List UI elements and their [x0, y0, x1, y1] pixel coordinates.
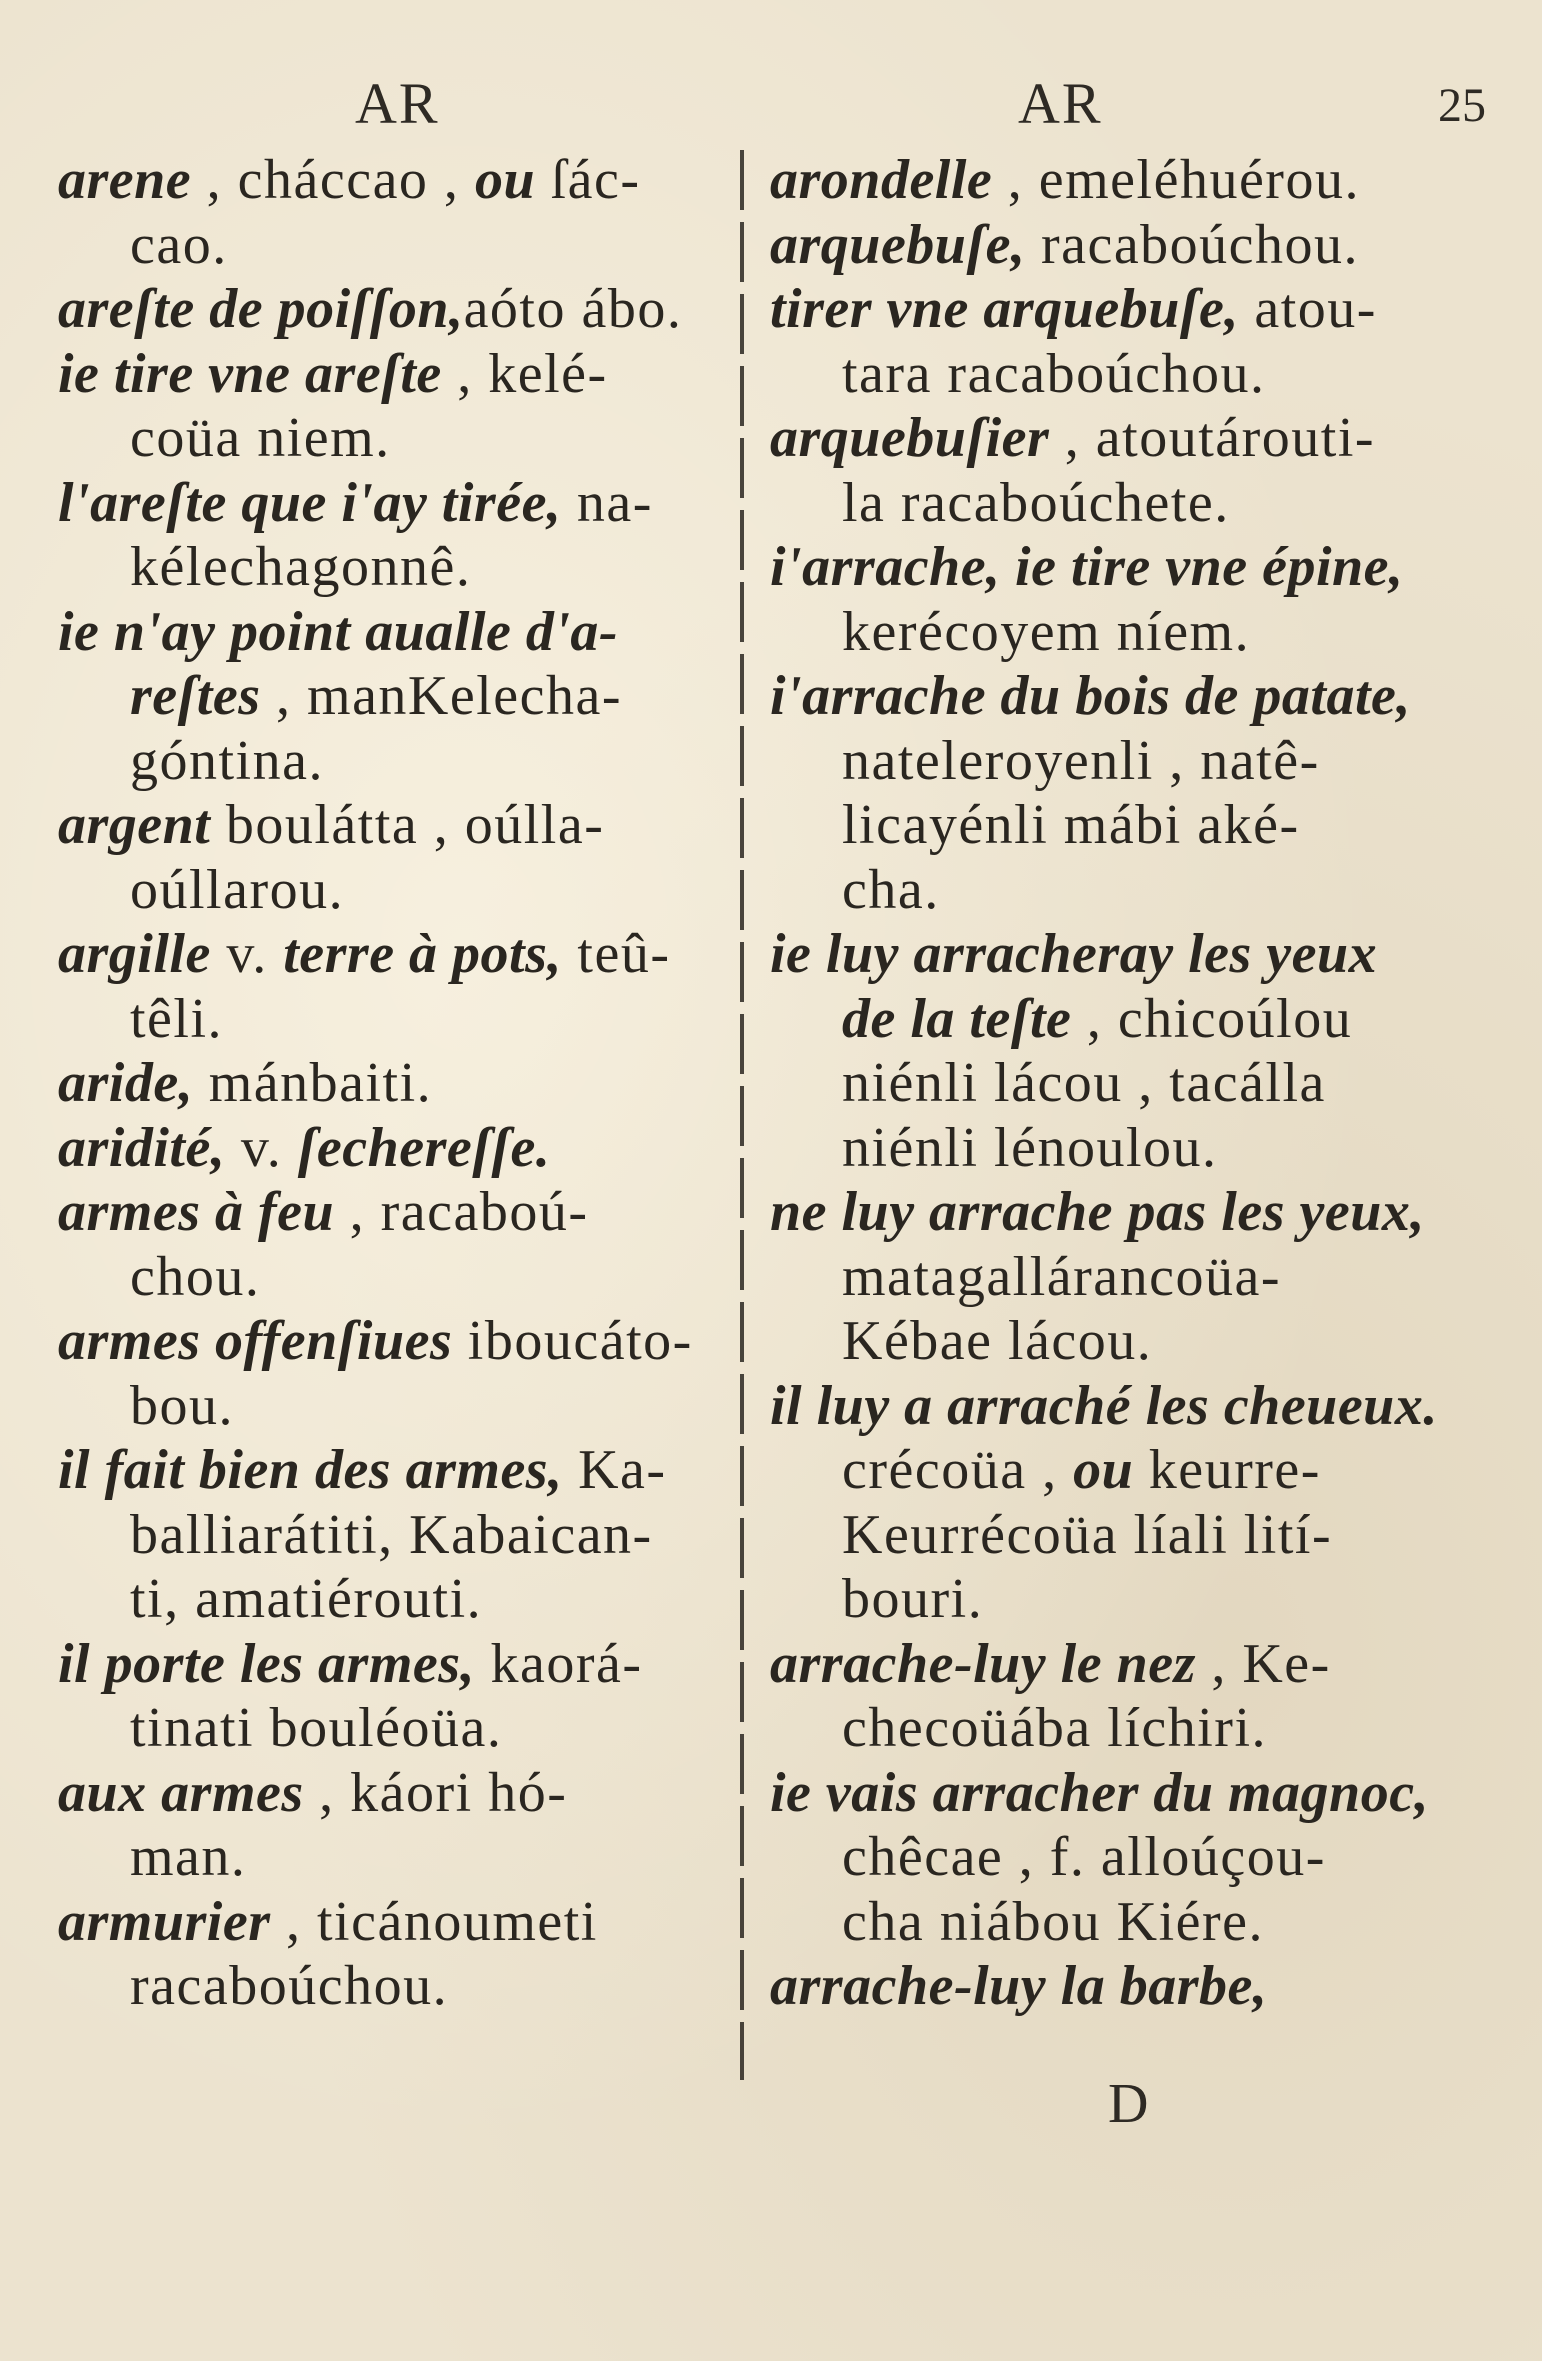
carib-term: niénli lénoulou. — [842, 1116, 1218, 1179]
carib-term: licayénli mábi aké- — [842, 794, 1300, 856]
dictionary-line — [770, 1051, 1510, 1116]
carib-term: mánbaiti. — [193, 1052, 433, 1114]
carib-term: kaorá- — [475, 1632, 643, 1695]
carib-term: , káori hó- — [303, 1761, 568, 1824]
carib-term: chêcae , f. alloúçou- — [842, 1826, 1326, 1888]
french-term: l'areſte que i'ay tirée, — [58, 471, 562, 534]
carib-term: tara racaboúchou. — [842, 342, 1266, 405]
dictionary-line — [770, 1116, 1510, 1181]
carib-term: teû- — [561, 923, 671, 985]
dictionary-line — [58, 1890, 728, 1955]
dictionary-line — [770, 1632, 1510, 1697]
carib-term: , kelé- — [441, 342, 608, 405]
carib-term: Ka- — [562, 1439, 667, 1501]
dictionary-line — [58, 1503, 728, 1568]
dictionary-line — [770, 1245, 1510, 1310]
dictionary-line — [770, 858, 1510, 923]
dictionary-line — [58, 277, 728, 342]
carib-term: , atoutárouti- — [1049, 407, 1376, 469]
carib-term: coüa niem. — [130, 407, 391, 469]
carib-term: na- — [561, 471, 653, 534]
dictionary-line — [58, 664, 728, 729]
dictionary-line — [58, 1309, 728, 1374]
carib-term: crécoüa , — [842, 1439, 1074, 1501]
carib-term: keurre- — [1133, 1439, 1321, 1501]
carib-term: boulátta , oúlla- — [210, 794, 605, 856]
carib-term: racaboúchou. — [1025, 213, 1360, 276]
dictionary-line — [58, 148, 728, 213]
french-term: arrache-luy le nez — [770, 1632, 1196, 1695]
french-term: ie n'ay point aualle d'a- — [58, 600, 619, 663]
carib-term: , ticánoumeti — [270, 1890, 598, 1953]
dictionary-line — [770, 1825, 1510, 1890]
dictionary-line — [58, 1825, 728, 1890]
french-term: ou — [474, 149, 536, 211]
dictionary-line — [58, 406, 728, 471]
dictionary-line — [770, 987, 1510, 1052]
french-term: arondelle — [770, 149, 993, 211]
french-term: argille — [58, 923, 211, 985]
carib-term: tinati bouléoüa. — [130, 1697, 503, 1759]
dictionary-line — [770, 148, 1510, 213]
french-term: armurier — [58, 1890, 271, 1953]
dictionary-line — [58, 1374, 728, 1439]
dictionary-line — [58, 1180, 728, 1245]
french-term: i'arrache du bois de patate, — [770, 665, 1411, 727]
carib-term: aóto ábo. — [463, 278, 683, 340]
carib-term: ti, amatiérouti. — [130, 1568, 483, 1630]
carib-term: , racaboú- — [334, 1181, 589, 1243]
running-header-left: AR — [355, 71, 440, 136]
carib-term: , cháccao , — [191, 149, 475, 211]
carib-term: bouri. — [842, 1568, 984, 1630]
french-term: arquebuſe, — [770, 213, 1026, 276]
dictionary-line — [58, 1051, 728, 1116]
french-term: terre à pots, — [283, 923, 562, 985]
left-column — [58, 148, 728, 2019]
page-number: 25 — [1438, 79, 1486, 132]
dictionary-line — [770, 1503, 1510, 1568]
dictionary-line — [770, 342, 1510, 407]
dictionary-line — [770, 793, 1510, 858]
french-term: tirer vne arquebuſe, — [770, 278, 1239, 340]
french-term: ie vais arracher du magnoc, — [770, 1761, 1430, 1824]
french-term: armes à feu — [58, 1181, 335, 1243]
dictionary-line — [58, 1632, 728, 1697]
french-term: areſte de poiſſon, — [58, 278, 464, 340]
french-term: ie tire vne areſte — [58, 342, 442, 405]
dictionary-line — [770, 600, 1510, 665]
dictionary-line — [58, 471, 728, 536]
dictionary-line — [770, 1438, 1510, 1503]
carib-term: Kébae lácou. — [842, 1310, 1153, 1372]
dictionary-line — [58, 1954, 728, 2019]
french-term: arrache-luy la barbe, — [770, 1955, 1268, 2017]
signature-mark: D — [1108, 2073, 1149, 2135]
dictionary-line — [770, 1567, 1510, 1632]
carib-term: checoüába líchiri. — [842, 1697, 1268, 1759]
french-term: ou — [1073, 1439, 1134, 1501]
carib-term: v. — [225, 1116, 298, 1179]
dictionary-line — [770, 1309, 1510, 1374]
french-term: de la teſte — [842, 987, 1072, 1050]
carib-term: la racaboúchete. — [842, 471, 1230, 534]
dictionary-line — [58, 1438, 728, 1503]
french-term: aride, — [58, 1052, 194, 1114]
dictionary-line — [58, 1567, 728, 1632]
carib-term: kélechagonnê. — [130, 536, 472, 598]
dictionary-line — [58, 1761, 728, 1826]
dictionary-line — [770, 1180, 1510, 1245]
carib-term: nateleroyenli , natê- — [842, 729, 1320, 792]
carib-term: têli. — [130, 987, 224, 1050]
dictionary-line — [770, 213, 1510, 278]
carib-term: cao. — [130, 213, 228, 276]
dictionary-line — [770, 1954, 1510, 2019]
carib-term: bou. — [130, 1374, 234, 1437]
french-term: aridité, — [58, 1116, 226, 1179]
carib-term: Keurrécoüa líali lití- — [842, 1503, 1333, 1566]
dictionary-line — [770, 1761, 1510, 1826]
carib-term: cha niábou Kiére. — [842, 1890, 1264, 1953]
carib-term: kerécoyem níem. — [842, 600, 1251, 663]
carib-term: niénli lácou , tacálla — [842, 1052, 1326, 1114]
carib-term: góntina. — [130, 729, 324, 792]
dictionary-line — [58, 535, 728, 600]
carib-term: iboucáto- — [452, 1310, 693, 1372]
dictionary-line — [770, 664, 1510, 729]
french-term: argent — [58, 794, 211, 856]
carib-term: matagallárancoüa- — [842, 1245, 1282, 1308]
carib-term: , chicoúlou — [1071, 987, 1353, 1050]
dictionary-line — [58, 987, 728, 1052]
carib-term: racaboúchou. — [130, 1955, 449, 2017]
dictionary-line — [770, 277, 1510, 342]
french-term: reſtes — [130, 665, 261, 727]
dictionary-line — [58, 600, 728, 665]
french-term: il porte les armes, — [58, 1632, 476, 1695]
carib-term: , emeléhuérou. — [992, 149, 1360, 211]
dictionary-line — [770, 729, 1510, 794]
carib-term: , manKelecha- — [260, 665, 622, 727]
carib-term: balliarátiti, Kabaican- — [130, 1503, 653, 1566]
carib-term: chou. — [130, 1245, 261, 1308]
dictionary-line — [58, 858, 728, 923]
dictionary-line — [770, 471, 1510, 536]
dictionary-line — [58, 793, 728, 858]
dictionary-line — [770, 922, 1510, 987]
french-term: arquebuſier — [770, 407, 1050, 469]
french-term: il luy a arraché les cheueux. — [770, 1374, 1438, 1437]
carib-term: atou- — [1238, 278, 1377, 340]
dictionary-line — [770, 1696, 1510, 1761]
running-header-right: AR — [1018, 71, 1103, 136]
dictionary-line — [58, 342, 728, 407]
dictionary-line — [770, 406, 1510, 471]
dictionary-line — [58, 213, 728, 278]
dictionary-line — [58, 922, 728, 987]
dictionary-line — [58, 1245, 728, 1310]
column-divider — [740, 150, 744, 2080]
french-term: il fait bien des armes, — [58, 1439, 563, 1501]
right-column — [770, 148, 1510, 2019]
french-term: ſechereſſe. — [297, 1116, 551, 1179]
dictionary-line — [58, 1696, 728, 1761]
carib-term: , Ke- — [1195, 1632, 1331, 1695]
french-term: ne luy arrache pas les yeux, — [770, 1181, 1425, 1243]
french-term: ie luy arracheray les yeux — [770, 923, 1378, 985]
carib-term: man. — [130, 1826, 247, 1888]
dictionary-line — [58, 1116, 728, 1181]
french-term: arene — [58, 149, 192, 211]
carib-term: cha. — [842, 858, 940, 921]
carib-term: v. — [210, 923, 284, 985]
dictionary-line — [770, 1890, 1510, 1955]
dictionary-line — [770, 1374, 1510, 1439]
french-term: i'arrache, ie tire vne épine, — [770, 536, 1404, 598]
carib-term: ſác- — [535, 149, 641, 211]
french-term: armes offenſiues — [58, 1310, 453, 1372]
french-term: aux armes — [58, 1761, 304, 1824]
dictionary-line — [58, 729, 728, 794]
dictionary-line — [770, 535, 1510, 600]
carib-term: oúllarou. — [130, 858, 345, 921]
